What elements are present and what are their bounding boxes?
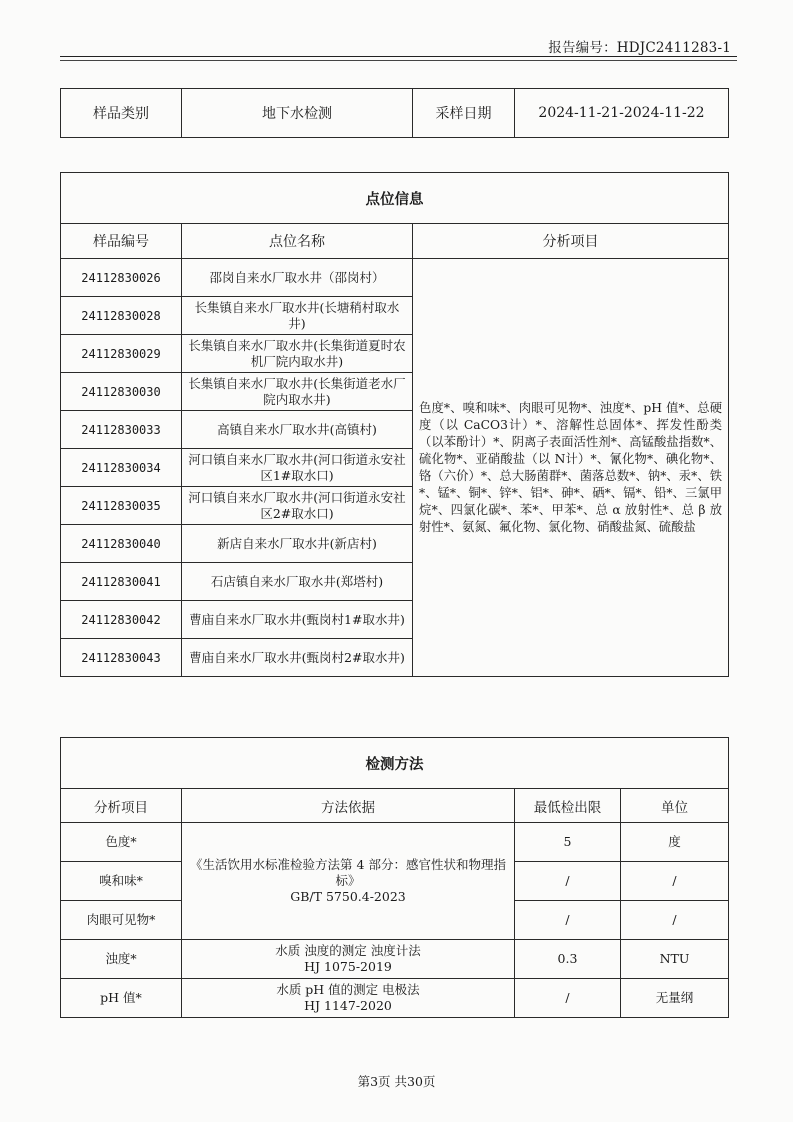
unit: / — [621, 862, 729, 901]
detection-limit: / — [515, 979, 621, 1018]
sample-code: 24112830041 — [61, 563, 182, 601]
column-header: 最低检出限 — [515, 789, 621, 823]
method-basis-code: GB/T 5750.4-2023 — [290, 889, 406, 904]
site-name: 长集镇自来水厂取水井(长塘稍村取水井) — [182, 297, 413, 335]
method-basis-code: HJ 1147-2020 — [304, 998, 392, 1013]
methods-table — [60, 737, 729, 1018]
analysis-item: 嗅和味* — [61, 862, 182, 901]
detection-limit: / — [515, 862, 621, 901]
method-basis-title: 水质 pH 值的测定 电极法 — [276, 982, 420, 997]
site-name: 长集镇自来水厂取水井(长集街道老水厂院内取水井) — [182, 373, 413, 411]
site-name: 高镇自来水厂取水井(高镇村) — [182, 411, 413, 449]
site-name: 河口镇自来水厂取水井(河口街道永安社区1#取水口) — [182, 449, 413, 487]
column-header: 单位 — [621, 789, 729, 823]
sample-code: 24112830033 — [61, 411, 182, 449]
sample-code: 24112830042 — [61, 601, 182, 639]
sample-code: 24112830026 — [61, 259, 182, 297]
analysis-item: pH 值* — [61, 979, 182, 1018]
detection-limit: / — [515, 901, 621, 940]
sample-info-table — [60, 88, 729, 138]
column-header: 分析项目 — [413, 224, 729, 259]
header-rule-thin — [60, 60, 737, 61]
unit: NTU — [621, 940, 729, 979]
method-basis-title: 《生活饮用水标准检验方法第 4 部分：感官性状和物理指标》 — [190, 857, 506, 888]
header-rule — [60, 56, 737, 57]
method-basis-code: HJ 1075-2019 — [304, 959, 392, 974]
detection-limit: 5 — [515, 823, 621, 862]
site-name: 长集镇自来水厂取水井(长集街道夏时农机厂院内取水井) — [182, 335, 413, 373]
site-name: 河口镇自来水厂取水井(河口街道永安社区2#取水口) — [182, 487, 413, 525]
sample-code: 24112830040 — [61, 525, 182, 563]
method-basis — [182, 823, 515, 940]
column-header: 分析项目 — [61, 789, 182, 823]
analysis-item: 肉眼可见物* — [61, 901, 182, 940]
sample-category-value: 地下水检测 — [182, 89, 413, 138]
site-name: 曹庙自来水厂取水井(甄岗村2#取水井) — [182, 639, 413, 677]
site-info-table — [60, 172, 729, 677]
site-name: 邵岗自来水厂取水井（邵岗村） — [182, 259, 413, 297]
column-header: 样品编号 — [61, 224, 182, 259]
page-number: 第3页 共30页 — [357, 1074, 436, 1089]
column-header: 方法依据 — [182, 789, 515, 823]
methods-title: 检测方法 — [61, 738, 729, 789]
unit: 无量纲 — [621, 979, 729, 1018]
sample-code: 24112830028 — [61, 297, 182, 335]
method-basis — [182, 979, 515, 1018]
column-header: 点位名称 — [182, 224, 413, 259]
sample-code: 24112830035 — [61, 487, 182, 525]
site-name: 曹庙自来水厂取水井(甄岗村1#取水井) — [182, 601, 413, 639]
method-basis — [182, 940, 515, 979]
site-info-title: 点位信息 — [61, 173, 729, 224]
method-basis-title: 水质 浊度的测定 浊度计法 — [275, 943, 421, 958]
site-name: 新店自来水厂取水井(新店村) — [182, 525, 413, 563]
report-number: 报告编号：HDJC2411283-1 — [548, 40, 731, 56]
sample-code: 24112830043 — [61, 639, 182, 677]
sampling-date-label: 采样日期 — [413, 89, 515, 138]
analysis-items: 色度*、嗅和味*、肉眼可见物*、浊度*、pH 值*、总硬度（以 CaCO3计）*、溶解性总固体*、挥发性酚类（以苯酚计）*、阴离子表面活性剂*、高锰酸盐指数*、硫化物*、亚硝酸盐（以 N计）*、氰化物*、碘化物*、铬（六价）*、总大肠菌群*、菌落总数*、钠*、汞*、铁*、锰*、铜*、锌*、铝*、砷*、硒*、镉*、铅*、三氯甲烷*、四氯化碳*、苯*、甲苯*、总 α 放射性*、总 β 放射性*、氨氮、氟化物、氯化物、硝酸盐氮、硫酸盐 — [413, 259, 729, 677]
site-name: 石店镇自来水厂取水井(郑塔村) — [182, 563, 413, 601]
unit: 度 — [621, 823, 729, 862]
sample-code: 24112830034 — [61, 449, 182, 487]
detection-limit: 0.3 — [515, 940, 621, 979]
analysis-item: 色度* — [61, 823, 182, 862]
analysis-item: 浊度* — [61, 940, 182, 979]
unit: / — [621, 901, 729, 940]
sample-category-label: 样品类别 — [61, 89, 182, 138]
sample-code: 24112830029 — [61, 335, 182, 373]
sample-code: 24112830030 — [61, 373, 182, 411]
sampling-date-value: 2024-11-21-2024-11-22 — [515, 89, 729, 138]
